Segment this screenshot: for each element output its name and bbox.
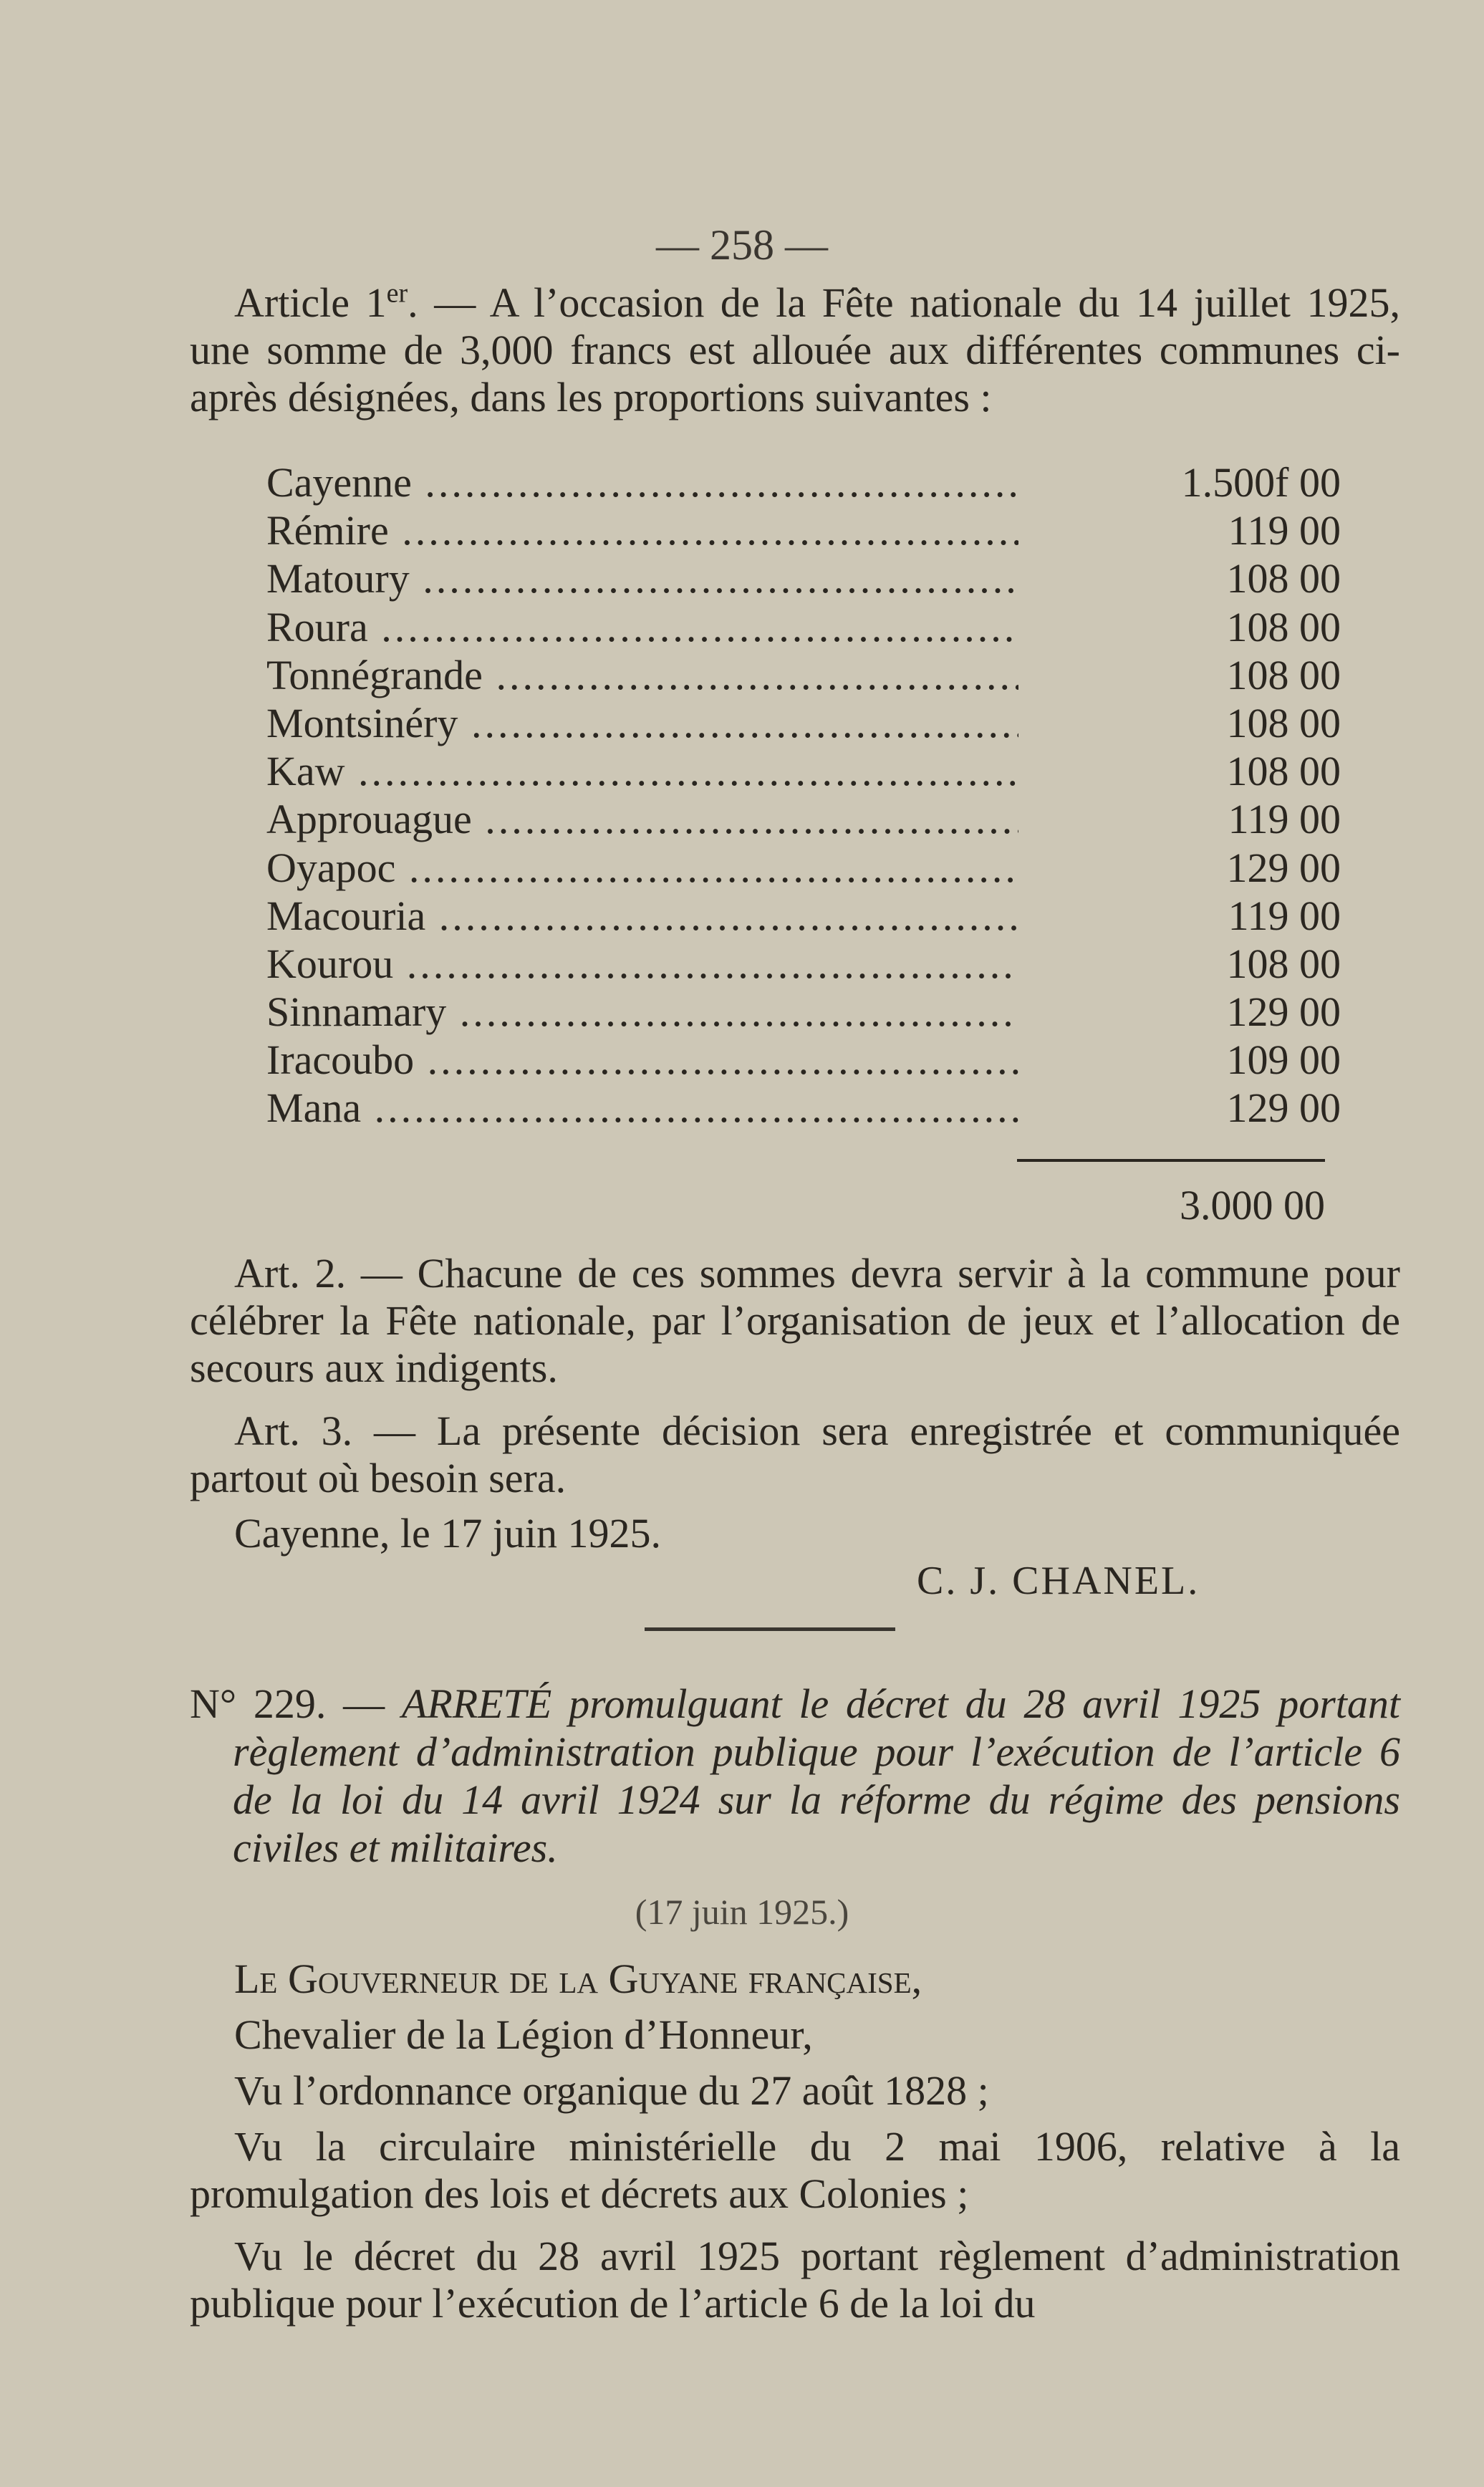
table-row	[266, 844, 1341, 892]
article-1-label: Article 1	[234, 279, 387, 326]
page-number: — 258 —	[656, 221, 828, 269]
preamble-vu-3: Vu le décret du 28 avril 1925 portant règlement d’administration publique pour l’exécution de l’article 6 de la loi du	[190, 2233, 1400, 2327]
commune-name: Cayenne .....	[266, 458, 1018, 506]
signature: C. J. CHANEL.	[917, 1559, 1200, 1603]
table-row	[266, 795, 1341, 843]
table-row	[266, 651, 1341, 699]
commune-name: Sinnamary .....	[266, 988, 1018, 1036]
commune-name: Kourou .....	[266, 940, 1018, 988]
commune-amount: 129 00	[1226, 988, 1341, 1036]
commune-amount: 108 00	[1226, 555, 1341, 602]
table-row	[266, 988, 1341, 1036]
preamble-vu-1: Vu l’ordonnance organique du 27 août 1828 ;	[234, 2067, 989, 2114]
commune-name: Macouria .....	[266, 892, 1018, 940]
commune-amount: 108 00	[1226, 603, 1341, 650]
article-3: Art. 3. — La présente décision sera enregistrée et communiquée partout où besoin sera.	[190, 1408, 1400, 1501]
commune-amount: 109 00	[1226, 1036, 1341, 1084]
commune-name: Mana .....	[266, 1084, 1018, 1132]
preamble-chevalier: Chevalier de la Légion d’Honneur,	[234, 2011, 813, 2058]
table-row	[266, 1036, 1341, 1084]
commune-amount: 108 00	[1226, 940, 1341, 987]
arrete-date: (17 juin 1925.)	[635, 1892, 849, 1932]
commune-name: Oyapoc .....	[266, 844, 1018, 892]
table-row	[266, 699, 1341, 747]
arrete-heading	[190, 1680, 1400, 1872]
commune-amount: 108 00	[1226, 651, 1341, 698]
commune-amount: 119 00	[1228, 796, 1341, 843]
total-amount: 3.000 00	[1180, 1182, 1325, 1228]
arrete-number: N° 229. —	[190, 1680, 385, 1727]
commune-amount: 119 00	[1228, 892, 1341, 939]
table-row	[266, 506, 1341, 554]
preamble-vu-2: Vu la circulaire ministérielle du 2 mai 1906, relative à la promulgation des lois et décrets aux Colonies ;	[190, 2123, 1400, 2217]
allocation-table	[266, 458, 1341, 1132]
table-row	[266, 940, 1341, 988]
article-1-label-sup: er	[386, 278, 408, 309]
place-date: Cayenne, le 17 juin 1925.	[234, 1510, 662, 1557]
commune-amount: 1.500f 00	[1181, 459, 1341, 506]
arrete-title: ARRETÉ promulguant le décret du 28 avril 1925 portant règlement d’administration publique pour l’exécution de l’article 6 de la loi du 14 avril 1924 sur la réforme du régime des pensions civiles et militaires.	[233, 1680, 1401, 1871]
commune-name: Rémire .....	[266, 506, 1018, 554]
table-row	[266, 1084, 1341, 1132]
table-row	[266, 892, 1341, 940]
commune-amount: 119 00	[1228, 507, 1341, 554]
section-separator	[645, 1627, 895, 1631]
article-1	[190, 279, 1400, 421]
commune-name: Tonnégrande .....	[266, 651, 1018, 699]
table-row	[266, 554, 1341, 602]
commune-name: Roura .....	[266, 603, 1018, 651]
commune-name: Kaw .....	[266, 747, 1018, 795]
commune-amount: 108 00	[1226, 699, 1341, 746]
article-1-text: . — A l’occasion de la Fête nationale du 14 juillet 1925, une somme de 3,000 francs est allouée aux différentes communes ci-après désignées, dans les proportions suivantes :	[190, 279, 1400, 420]
total-rule	[1017, 1159, 1325, 1162]
commune-amount: 129 00	[1226, 1084, 1341, 1132]
commune-name: Iracoubo .....	[266, 1036, 1018, 1084]
table-row	[266, 603, 1341, 651]
commune-name: Approuague .....	[266, 795, 1018, 843]
table-row	[266, 747, 1341, 795]
commune-name: Montsinéry .....	[266, 699, 1018, 747]
commune-amount: 108 00	[1226, 748, 1341, 795]
commune-name: Matoury .....	[266, 554, 1018, 602]
article-2: Art. 2. — Chacune de ces sommes devra servir à la commune pour célébrer la Fête nationale, par l’organisation de jeux et l’allocation de secours aux indigents.	[190, 1250, 1400, 1391]
commune-amount: 129 00	[1226, 844, 1341, 891]
preamble-governor: Le Gouverneur de la Guyane française,	[234, 1956, 922, 2002]
table-row	[266, 458, 1341, 506]
